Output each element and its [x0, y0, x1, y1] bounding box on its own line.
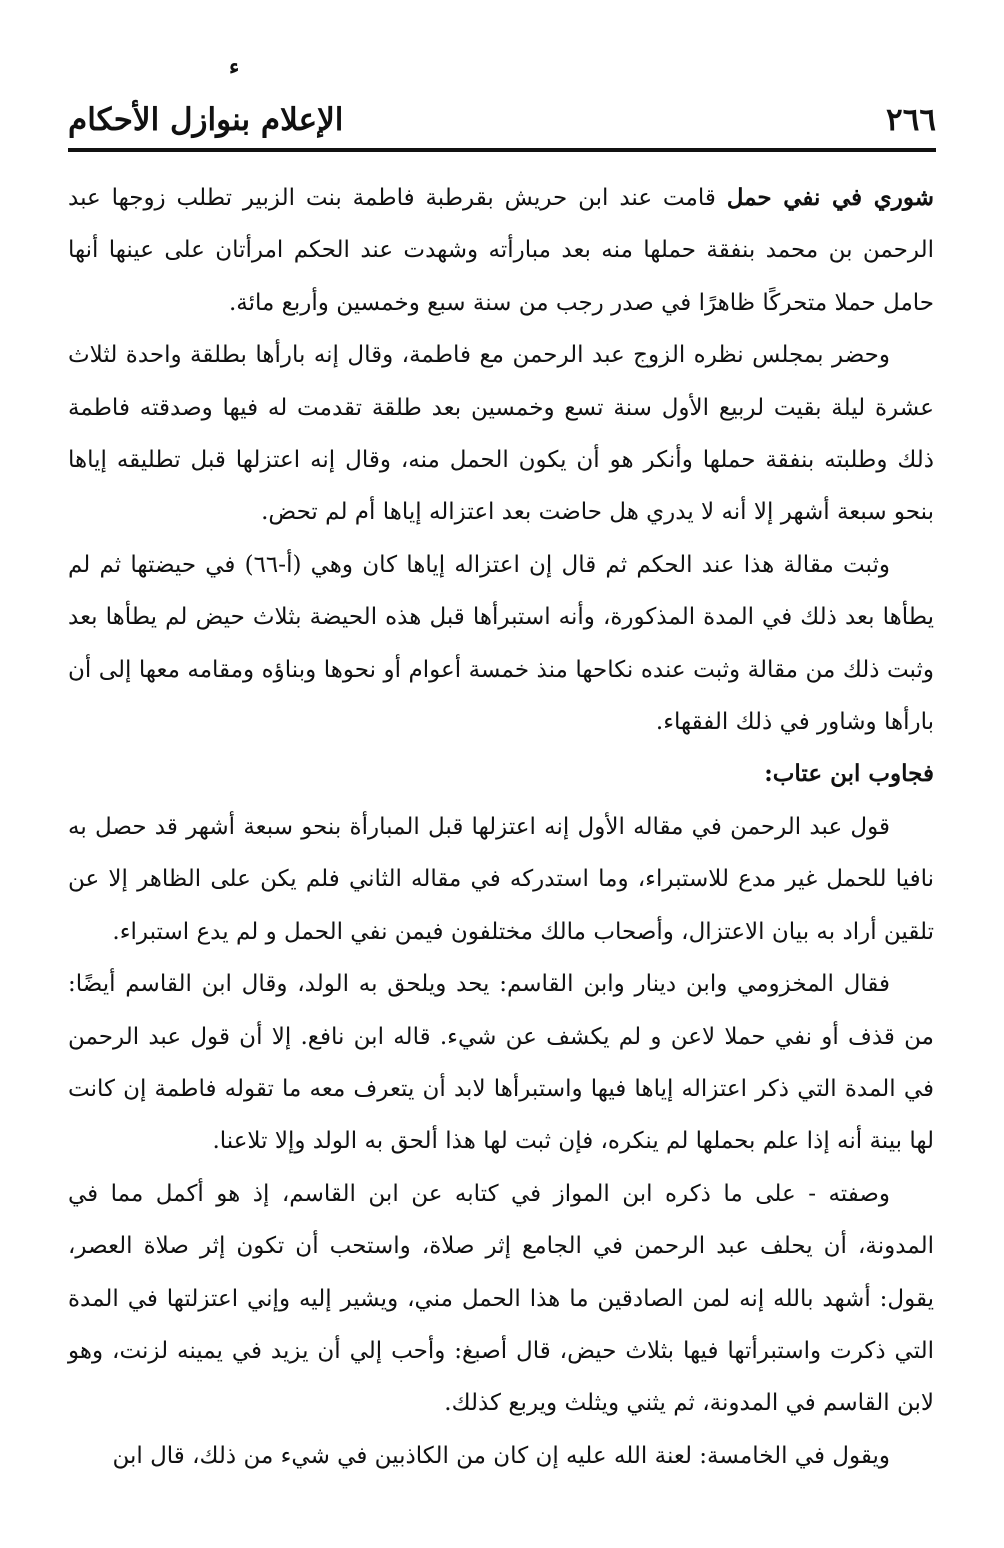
section-lead: شوري في نفي حمل: [726, 184, 934, 211]
paragraph-4: قول عبد الرحمن في مقاله الأول إنه اعتزلها قبل المبارأة بنحو سبعة أشهر قد حصل به نافيا للحمل غير مدع للاستبراء، وما استدركه في مقاله الثاني فلم يكن على الظاهر إلا عن تلقين أراد به بيان الاعتزال، وأصحاب مالك مختلفون فيمن نفي الحمل و لم يدع استبراء.: [68, 813, 934, 945]
paragraph-7: ويقول في الخامسة: لعنة الله عليه إن كان من الكاذبين في شيء من ذلك، قال ابن: [112, 1442, 890, 1469]
paragraph-3: وثبت مقالة هذا عند الحكم ثم قال إن اعتزاله إياها كان وهي (أ-٦٦) في حيضتها ثم لم يطأها بعد ذلك في المدة المذكورة، وأنه استبرأها قبل هذه الحيضة بثلاث حيض لم يطأها بعد وثبت ذلك من مقالة وثبت عنده نكاحها منذ خمسة أعوام أو نحوها وبناؤه ومقامه معها إلى أن بارأها وشاور في ذلك الفقهاء.: [68, 551, 934, 736]
main-text: [68, 172, 934, 1482]
paragraph-6: وصفته - على ما ذكره ابن المواز في كتابه عن ابن القاسم، إذ هو أكمل مما في المدونة، أن يحلف عبد الرحمن في الجامع إثر صلاة، واستحب أن تكون إثر صلاة العصر، يقول: أشهد بالله إنه لمن الصادقين ما هذا الحمل مني، ويشير إليه وإني اعتزلتها في المدة التي ذكرت واستبرأتها فيها بثلاث حيض، قال أصبغ: وأحب إلي أن يزيد في يمينه لزنت، وهو لابن القاسم في المدونة، ثم يثني ويثلث ويربع كذلك.: [68, 1180, 934, 1417]
header-divider: [68, 148, 936, 152]
paragraph-5: فقال المخزومي وابن دينار وابن القاسم: يحد ويلحق به الولد، وقال ابن القاسم أيضًا: من قذف أو نفي حملا لاعن و لم يكشف عن شيء. قاله ابن نافع. إلا أن قول عبد الرحمن في المدة التي ذكر اعتزاله إياها فيها واستبرأها لابد أن يتعرف معه ما تقوله فاطمة إن كانت لها بينة أنه إذا علم بحملها لم ينكره، فإن ثبت لها هذا ألحق به الولد وإلا تلاعنا.: [68, 971, 934, 1155]
page-number: ٢٦٦: [886, 102, 936, 138]
paragraph-2: وحضر بمجلس نظره الزوج عبد الرحمن مع فاطمة، وقال إنه بارأها بطلقة واحدة لثلاث عشرة ليلة بقيت لربيع الأول سنة تسع وخمسين بعد طلقة تقدمت له فيها وصدقته فاطمة ذلك وطلبته بنفقة حملها وأنكر هو أن يكون الحمل منه، وقال إنه اعتزلها قبل تطليقه إياها بنحو سبعة أشهر إلا أنه لا يدري هل حاضت بعد اعتزاله إياها أم لم تحض.: [68, 342, 934, 526]
paragraph-1: [68, 172, 934, 329]
book-title: الإعلام بنوازل الأحكام: [68, 102, 344, 138]
answer-heading: فجاوب ابن عتاب:: [764, 760, 934, 788]
page-mark: ء: [229, 54, 240, 80]
page-header: [68, 98, 936, 142]
paragraph-1-text: قامت عند ابن حريش بقرطبة فاطمة بنت الزبير تطلب زوجها عبد الرحمن بن محمد بنفقة حملها منه بعد مبارأته وشهدت عند الحكم امرأتان على عينها أنها حامل حملا متحركًا ظاهرًا في صدر رجب من سنة سبع وخمسين وأربع مائة.: [68, 185, 934, 316]
